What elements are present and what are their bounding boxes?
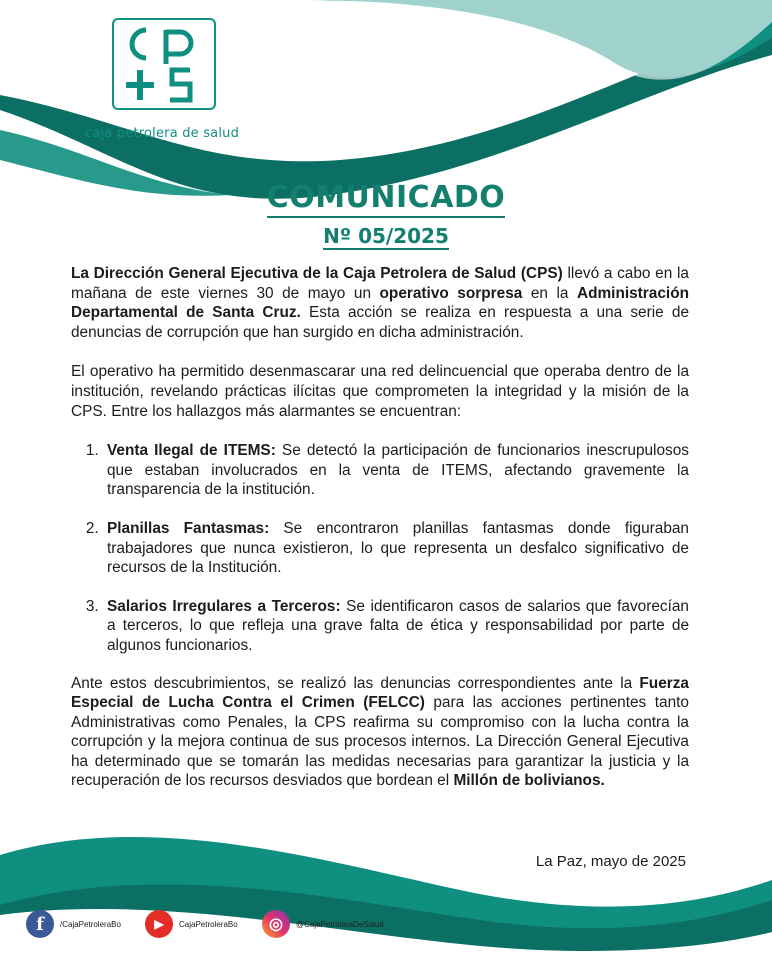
finding-item — [103, 597, 689, 656]
paragraph-1-run-0: La Dirección General Ejecutiva de la Caja Petrolera de Salud (CPS) — [71, 265, 563, 282]
facebook-icon: f — [26, 910, 54, 938]
paragraph-3-run-3: Millón de bolivianos. — [453, 772, 605, 790]
finding-title: Venta Ilegal de ITEMS: — [107, 442, 276, 460]
cps-logo-text: caja petrolera de salud — [84, 126, 240, 141]
findings-list — [71, 441, 689, 655]
finding-title: Salarios Irregulares a Terceros: — [107, 597, 341, 615]
facebook-handle: /CajaPetroleraBo — [60, 919, 121, 929]
instagram-icon: ◎ — [262, 910, 290, 938]
paragraph-1-run-1: llevó a cabo en la mañana de este viernes 30 de mayo un — [71, 265, 689, 302]
finding-text: Se encontraron planillas fantasmas donde figuraban trabajadores que nunca existieron, lo que representa un desfalco significativo de recursos de la Institución. — [107, 519, 689, 577]
paragraph-1 — [71, 264, 689, 342]
finding-text: Se detectó la participación de funcionarios inescrupulosos que estaban involucrados en la venta de ITEMS, afectando gravemente la transparencia de la institución. — [107, 442, 689, 499]
paragraph-3-run-0: Ante estos descubrimientos, se realizó las denuncias correspondientes ante la — [71, 674, 640, 692]
cps-logo-mark — [112, 18, 216, 110]
paragraph-3 — [71, 674, 689, 792]
paragraph-3-run-2: para las acciones pertinentes tanto Administrativas como Penales, la CPS reafirma su compromiso con la lucha contra la corrupción y la mejora continua de sus procesos internos. La Dirección General Ejecutiva ha determinado que se tomarán las medidas necesarias para garantizar la justicia y la recuperación de los recursos desviados que bordean el — [71, 694, 689, 790]
paragraph-1-run-5: Esta acción se realiza en respuesta a una serie de denuncias de corrupción que han surgido en dicha administración. — [71, 304, 690, 341]
finding-title: Planillas Fantasmas: — [107, 519, 270, 537]
social-youtube[interactable] — [145, 910, 238, 938]
finding-item — [103, 441, 689, 500]
youtube-icon: ▶ — [145, 910, 173, 938]
document-number: Nº 05/2025 — [323, 224, 449, 248]
paragraph-1-run-2: operativo sorpresa — [379, 284, 523, 302]
instagram-handle: @CajaPetroleraDeSalud — [296, 919, 384, 929]
paragraph-2: El operativo ha permitido desenmascarar una red delincuencial que operaba dentro de la institución, revelando prácticas ilícitas que comprometen la integridad y la misión de la CPS. Entre los hallazgos más alarmantes se encuentran: — [71, 363, 689, 420]
document-title: COMUNICADO — [267, 180, 506, 218]
paragraph-3-run-1: Fuerza Especial de Lucha Contra el Crimen (FELCC) — [71, 674, 689, 712]
finding-text: Se identificaron casos de salarios que favorecían a terceros, lo que refleja una grave falta de ética y responsabilidad por parte de algunos funcionarios. — [107, 597, 689, 654]
social-instagram[interactable] — [262, 910, 384, 938]
finding-item — [103, 519, 689, 578]
paragraph-1-run-3: en la — [522, 284, 577, 302]
document-date: La Paz, mayo de 2025 — [535, 853, 686, 870]
document-body — [71, 264, 689, 791]
document-header — [0, 180, 772, 250]
social-facebook[interactable] — [26, 910, 121, 938]
paragraph-1-run-4: Administración Departamental de Santa Cruz. — [71, 284, 689, 322]
youtube-handle: CajaPetroleraBo — [179, 919, 238, 929]
